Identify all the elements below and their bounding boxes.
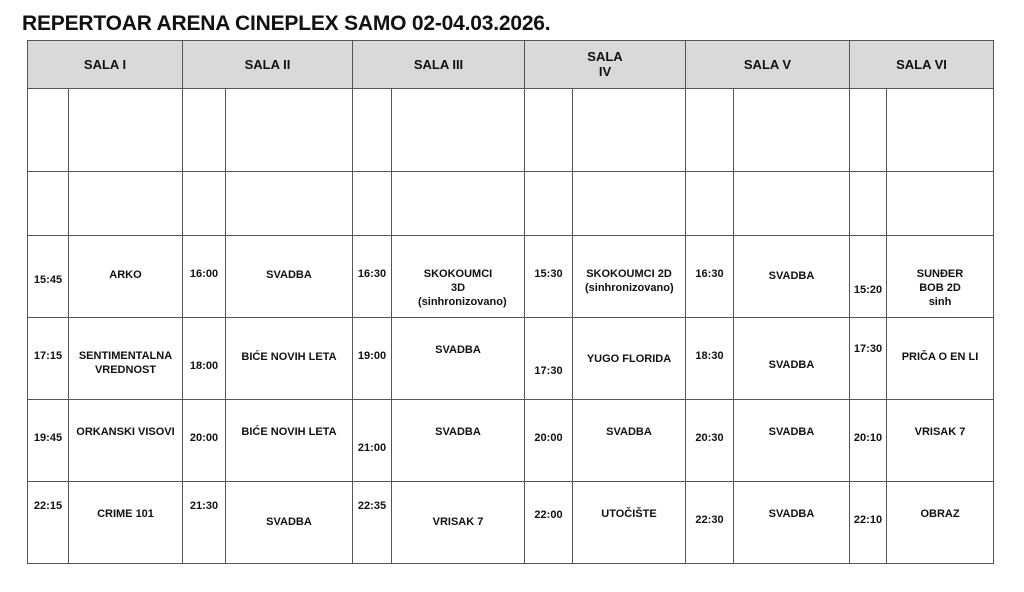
hall-header: SALA V (686, 41, 850, 89)
show-time: 20:30 (695, 432, 724, 444)
schedule-table (27, 40, 994, 564)
film-title: SVADBA (768, 270, 815, 282)
hall-header: SALA II (183, 41, 353, 89)
schedule-row (28, 400, 994, 482)
empty-row (28, 89, 994, 172)
film-title: SUNĐER BOB 2D sinh (916, 268, 964, 308)
film-title: VRISAK 7 (914, 426, 966, 438)
film-title: UTOČIŠTE (601, 508, 657, 520)
film-title: SVADBA (266, 269, 312, 281)
show-time: 20:00 (534, 432, 563, 444)
film-title: SVADBA (435, 344, 481, 356)
film-title: SVADBA (606, 426, 652, 438)
hall-header: SALA IV (525, 41, 686, 89)
film-title: YUGO FLORIDA (586, 353, 672, 365)
show-time: 18:30 (695, 350, 724, 362)
hall-header: SALA VI (850, 41, 994, 89)
film-title: CRIME 101 (97, 508, 154, 520)
film-title: SENTIMENTALNA VREDNOST (78, 350, 173, 376)
show-time: 19:00 (357, 350, 387, 362)
show-time: 22:35 (357, 500, 387, 512)
film-title: OBRAZ (920, 508, 960, 520)
hall-header: SALA III (353, 41, 525, 89)
show-time: 15:45 (33, 274, 63, 286)
hall-header: SALA I (28, 41, 183, 89)
schedule-row (28, 236, 994, 318)
film-title: ORKANSKI VISOVI (76, 426, 175, 438)
show-time: 17:30 (853, 343, 883, 355)
show-time: 17:15 (33, 350, 63, 362)
film-title: SVADBA (266, 516, 312, 528)
film-title: BIĆE NOVIH LETA (241, 426, 337, 438)
show-time: 16:30 (357, 268, 387, 280)
schedule-row (28, 482, 994, 564)
show-time: 15:30 (534, 268, 563, 280)
show-time: 21:30 (189, 500, 219, 512)
film-title: PRIČA O EN LI (901, 351, 979, 363)
film-title: SVADBA (768, 426, 815, 438)
film-title: ARKO (109, 269, 142, 281)
show-time: 16:30 (695, 268, 724, 280)
show-time: 20:00 (189, 432, 219, 444)
show-time: 22:00 (534, 509, 563, 521)
show-time: 19:45 (33, 432, 63, 444)
show-time: 20:10 (853, 432, 883, 444)
show-time: 18:00 (189, 360, 219, 372)
film-title: SVADBA (768, 359, 815, 371)
page-title: REPERTOAR ARENA CINEPLEX SAMO 02-04.03.2026. (22, 12, 551, 35)
show-time: 21:00 (357, 442, 387, 454)
show-time: 15:20 (853, 284, 883, 296)
hall-header-row (28, 41, 994, 89)
show-time: 22:15 (33, 500, 63, 512)
film-title: SKOKOUMCI 2D (sinhronizovano) (585, 268, 674, 294)
show-time: 22:30 (695, 514, 724, 526)
film-title: BIĆE NOVIH LETA (241, 351, 337, 363)
film-title: SKOKOUMCI 3D (sinhronizovano) (418, 268, 507, 308)
show-time: 22:10 (853, 514, 883, 526)
film-title: SVADBA (768, 508, 815, 520)
empty-row (28, 172, 994, 236)
film-title: VRISAK 7 (432, 516, 484, 528)
film-title: SVADBA (435, 426, 481, 438)
show-time: 16:00 (189, 268, 219, 280)
show-time: 17:30 (534, 365, 563, 377)
schedule-row (28, 318, 994, 400)
